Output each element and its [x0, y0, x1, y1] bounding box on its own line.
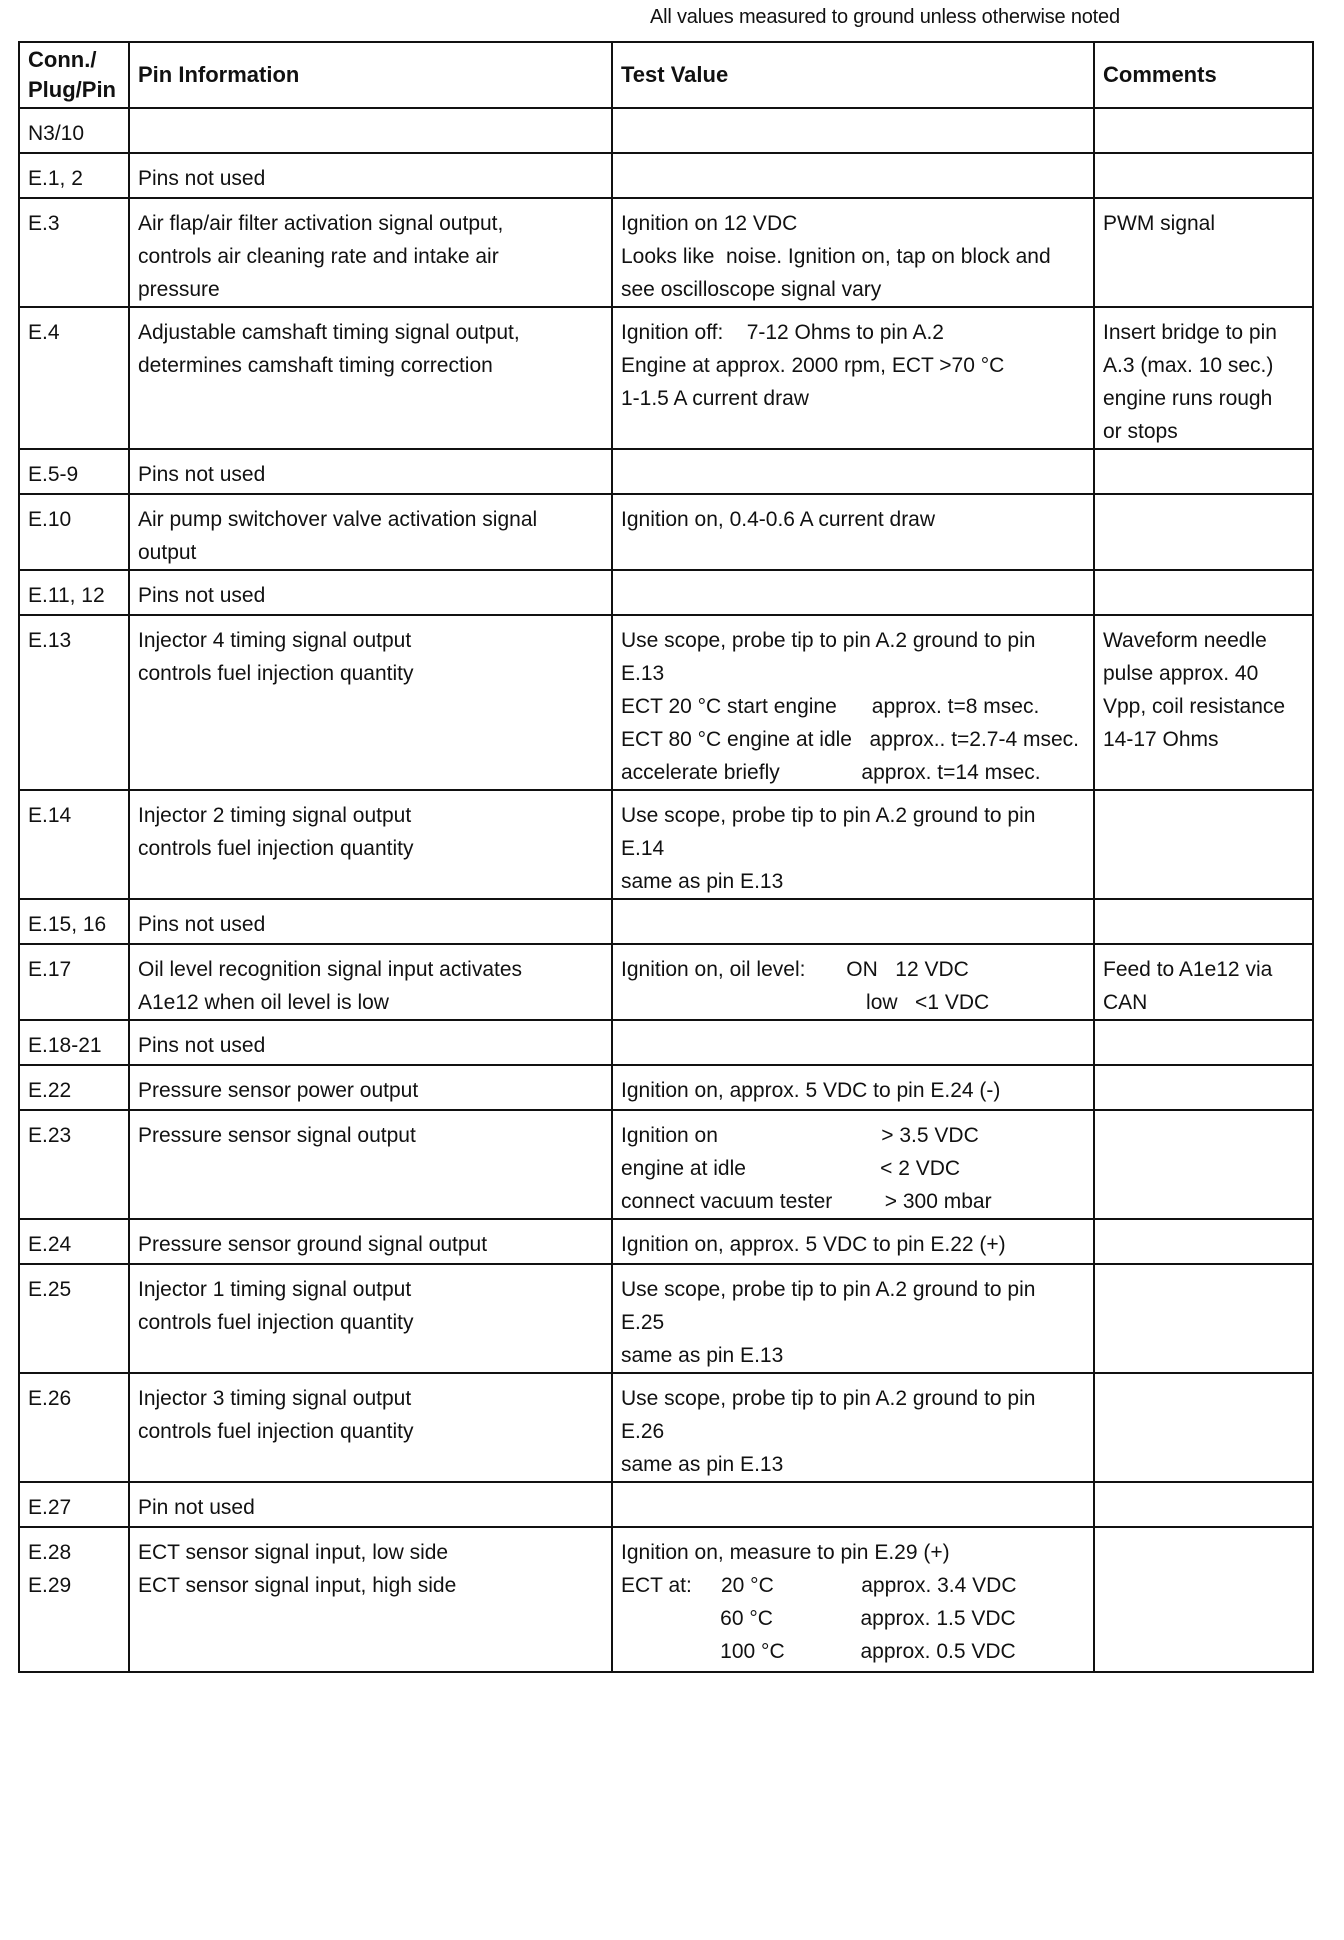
pin-line: N3/10 — [28, 122, 85, 145]
test-line: Ignition on, 0.4-0.6 A current draw — [621, 508, 936, 531]
pin-line: E.25 — [28, 1278, 72, 1301]
comments-line: A.3 (max. 10 sec.) — [1103, 354, 1274, 377]
test-line: Ignition on > 3.5 VDC — [621, 1124, 979, 1147]
info-line: Air flap/air filter activation signal output, — [138, 212, 504, 235]
test-line: Looks like noise. Ignition on, tap on block and — [621, 245, 1051, 268]
cell-pin — [19, 899, 129, 944]
measurement-note: All values measured to ground unless otherwise noted — [650, 6, 1120, 28]
cell-test — [612, 790, 1094, 899]
pin-test-table — [18, 41, 1314, 1673]
header-pin — [19, 42, 129, 108]
comments-line: Vpp, coil resistance — [1103, 695, 1286, 718]
cell-pin — [19, 615, 129, 790]
pin-line: E.14 — [28, 804, 72, 827]
cell-test — [612, 449, 1094, 494]
cell-info — [129, 494, 612, 570]
cell-test — [612, 307, 1094, 449]
comments-line: PWM signal — [1103, 212, 1216, 235]
cell-pin — [19, 494, 129, 570]
cell-info — [129, 1065, 612, 1110]
pin-line: E.24 — [28, 1233, 72, 1256]
table-row — [19, 944, 1313, 1020]
cell-pin — [19, 1373, 129, 1482]
table-row — [19, 570, 1313, 615]
table-row — [19, 307, 1313, 449]
cell-pin — [19, 1482, 129, 1527]
cell-pin — [19, 1065, 129, 1110]
test-line: Use scope, probe tip to pin A.2 ground to pin — [621, 1278, 1036, 1301]
cell-comments — [1094, 944, 1313, 1020]
table-row — [19, 1110, 1313, 1219]
test-line: E.26 — [621, 1420, 665, 1443]
table-row — [19, 615, 1313, 790]
cell-comments — [1094, 153, 1313, 198]
test-line: ECT 80 °C engine at idle approx.. t=2.7-4 msec. — [621, 728, 1080, 751]
test-line: Ignition on 12 VDC — [621, 212, 798, 235]
info-line: Pins not used — [138, 584, 266, 607]
info-line: output — [138, 541, 197, 564]
pin-line: E.23 — [28, 1124, 72, 1147]
cell-comments — [1094, 1527, 1313, 1672]
info-line: Adjustable camshaft timing signal output, — [138, 321, 520, 344]
info-line: Pressure sensor power output — [138, 1079, 419, 1102]
header-pin-line: Conn./ — [28, 47, 97, 72]
header-comments: Comments — [1094, 42, 1313, 108]
cell-info — [129, 307, 612, 449]
cell-pin — [19, 108, 129, 153]
cell-comments — [1094, 449, 1313, 494]
table-row — [19, 1264, 1313, 1373]
test-line: same as pin E.13 — [621, 1453, 784, 1476]
test-line: same as pin E.13 — [621, 1344, 784, 1367]
header-info: Pin Information — [129, 42, 612, 108]
cell-test — [612, 198, 1094, 307]
cell-info — [129, 570, 612, 615]
comments-line: Waveform needle — [1103, 629, 1267, 652]
header-pin-line: Plug/Pin — [28, 77, 116, 102]
cell-pin — [19, 449, 129, 494]
test-line: connect vacuum tester > 300 mbar — [621, 1190, 992, 1213]
cell-pin — [19, 944, 129, 1020]
test-line: low <1 VDC — [621, 991, 990, 1014]
cell-info — [129, 1110, 612, 1219]
cell-test — [612, 1110, 1094, 1219]
cell-comments — [1094, 108, 1313, 153]
test-line: Use scope, probe tip to pin A.2 ground to pin — [621, 804, 1036, 827]
comments-line: engine runs rough — [1103, 387, 1273, 410]
cell-test — [612, 1020, 1094, 1065]
cell-test — [612, 153, 1094, 198]
test-line: see oscilloscope signal vary — [621, 278, 882, 301]
pin-line: E.27 — [28, 1496, 72, 1519]
table-row — [19, 1219, 1313, 1264]
pin-line: E.26 — [28, 1387, 72, 1410]
cell-test — [612, 570, 1094, 615]
test-line: same as pin E.13 — [621, 870, 784, 893]
table-row — [19, 1527, 1313, 1672]
cell-test — [612, 494, 1094, 570]
cell-pin — [19, 153, 129, 198]
info-line: Pins not used — [138, 913, 266, 936]
comments-line: Insert bridge to pin — [1103, 321, 1277, 344]
pin-line: E.10 — [28, 508, 72, 531]
test-line: 100 °C approx. 0.5 VDC — [621, 1640, 1016, 1663]
test-line: accelerate briefly approx. t=14 msec. — [621, 761, 1041, 784]
cell-info — [129, 1219, 612, 1264]
cell-test — [612, 899, 1094, 944]
cell-info — [129, 153, 612, 198]
table-row — [19, 494, 1313, 570]
test-line: 1-1.5 A current draw — [621, 387, 809, 410]
comments-line: or stops — [1103, 420, 1178, 443]
pin-line: E.29 — [28, 1574, 72, 1597]
table-row — [19, 198, 1313, 307]
cell-comments — [1094, 307, 1313, 449]
cell-info — [129, 449, 612, 494]
pin-line: E.13 — [28, 629, 72, 652]
pin-line: E.11, 12 — [28, 584, 105, 607]
cell-pin — [19, 1110, 129, 1219]
cell-test — [612, 108, 1094, 153]
cell-info — [129, 790, 612, 899]
cell-comments — [1094, 1482, 1313, 1527]
cell-info — [129, 1264, 612, 1373]
info-line: Oil level recognition signal input activates — [138, 958, 523, 981]
cell-pin — [19, 790, 129, 899]
test-line: ECT 20 °C start engine approx. t=8 msec. — [621, 695, 1040, 718]
cell-info — [129, 198, 612, 307]
test-line: Use scope, probe tip to pin A.2 ground to pin — [621, 629, 1036, 652]
cell-comments — [1094, 899, 1313, 944]
info-line: pressure — [138, 278, 220, 301]
info-line: Injector 1 timing signal output — [138, 1278, 412, 1301]
test-line: Ignition off: 7-12 Ohms to pin A.2 — [621, 321, 944, 344]
cell-comments — [1094, 1219, 1313, 1264]
test-line: E.14 — [621, 837, 665, 860]
cell-info — [129, 108, 612, 153]
pin-line: E.22 — [28, 1079, 72, 1102]
info-line: Air pump switchover valve activation signal — [138, 508, 538, 531]
info-line: Pins not used — [138, 167, 266, 190]
comments-line: pulse approx. 40 — [1103, 662, 1259, 685]
table-row — [19, 1020, 1313, 1065]
cell-info — [129, 1373, 612, 1482]
pin-line: E.4 — [28, 321, 60, 344]
cell-info — [129, 944, 612, 1020]
test-line: Ignition on, approx. 5 VDC to pin E.24 (-) — [621, 1079, 1001, 1102]
info-line: controls fuel injection quantity — [138, 837, 414, 860]
info-line: Pressure sensor ground signal output — [138, 1233, 488, 1256]
cell-comments — [1094, 198, 1313, 307]
cell-info — [129, 1020, 612, 1065]
test-line: E.13 — [621, 662, 665, 685]
info-line: Pin not used — [138, 1496, 255, 1519]
info-line: controls fuel injection quantity — [138, 1311, 414, 1334]
cell-pin — [19, 570, 129, 615]
test-line: Ignition on, oil level: ON 12 VDC — [621, 958, 969, 981]
cell-info — [129, 1482, 612, 1527]
info-line: determines camshaft timing correction — [138, 354, 493, 377]
info-line: ECT sensor signal input, high side — [138, 1574, 457, 1597]
test-line: Use scope, probe tip to pin A.2 ground to pin — [621, 1387, 1036, 1410]
comments-line: Feed to A1e12 via — [1103, 958, 1273, 981]
cell-comments — [1094, 1020, 1313, 1065]
info-line: ECT sensor signal input, low side — [138, 1541, 449, 1564]
table-row — [19, 790, 1313, 899]
info-line: Injector 2 timing signal output — [138, 804, 412, 827]
cell-comments — [1094, 615, 1313, 790]
cell-pin — [19, 1020, 129, 1065]
pin-line: E.28 — [28, 1541, 72, 1564]
cell-test — [612, 1264, 1094, 1373]
cell-comments — [1094, 570, 1313, 615]
test-line: Ignition on, approx. 5 VDC to pin E.22 (+) — [621, 1233, 1006, 1256]
cell-pin — [19, 1527, 129, 1672]
table-row — [19, 108, 1313, 153]
pin-line: E.3 — [28, 212, 60, 235]
cell-pin — [19, 1264, 129, 1373]
table-row — [19, 1065, 1313, 1110]
info-line: Injector 3 timing signal output — [138, 1387, 412, 1410]
cell-comments — [1094, 494, 1313, 570]
info-line: controls air cleaning rate and intake air — [138, 245, 499, 268]
test-line: 60 °C approx. 1.5 VDC — [621, 1607, 1016, 1630]
table-row — [19, 153, 1313, 198]
cell-test — [612, 944, 1094, 1020]
cell-info — [129, 1527, 612, 1672]
comments-line: 14-17 Ohms — [1103, 728, 1219, 751]
cell-comments — [1094, 1264, 1313, 1373]
test-line: ECT at: 20 °C approx. 3.4 VDC — [621, 1574, 1017, 1597]
info-line: A1e12 when oil level is low — [138, 991, 389, 1014]
info-line: controls fuel injection quantity — [138, 662, 414, 685]
test-line: Ignition on, measure to pin E.29 (+) — [621, 1541, 950, 1564]
header-row — [19, 42, 1313, 108]
info-line: controls fuel injection quantity — [138, 1420, 414, 1443]
cell-comments — [1094, 790, 1313, 899]
info-line: Pins not used — [138, 1034, 266, 1057]
cell-pin — [19, 307, 129, 449]
cell-pin — [19, 1219, 129, 1264]
cell-test — [612, 1373, 1094, 1482]
cell-info — [129, 899, 612, 944]
info-line: Injector 4 timing signal output — [138, 629, 412, 652]
pin-line: E.17 — [28, 958, 72, 981]
info-line: Pressure sensor signal output — [138, 1124, 416, 1147]
table-row — [19, 449, 1313, 494]
info-line: Pins not used — [138, 463, 266, 486]
test-line: engine at idle < 2 VDC — [621, 1157, 961, 1180]
cell-test — [612, 1527, 1094, 1672]
test-line: E.25 — [621, 1311, 665, 1334]
cell-test — [612, 1065, 1094, 1110]
pin-line: E.1, 2 — [28, 167, 83, 190]
comments-line: CAN — [1103, 991, 1148, 1014]
pin-line: E.18-21 — [28, 1034, 102, 1057]
cell-comments — [1094, 1065, 1313, 1110]
cell-comments — [1094, 1373, 1313, 1482]
cell-info — [129, 615, 612, 790]
table-row — [19, 899, 1313, 944]
table-row — [19, 1373, 1313, 1482]
header-test: Test Value — [612, 42, 1094, 108]
cell-test — [612, 1482, 1094, 1527]
pin-line: E.5-9 — [28, 463, 79, 486]
cell-test — [612, 1219, 1094, 1264]
test-line: Engine at approx. 2000 rpm, ECT >70 °C — [621, 354, 1005, 377]
cell-test — [612, 615, 1094, 790]
table-row — [19, 1482, 1313, 1527]
pin-line: E.15, 16 — [28, 913, 107, 936]
cell-comments — [1094, 1110, 1313, 1219]
cell-pin — [19, 198, 129, 307]
